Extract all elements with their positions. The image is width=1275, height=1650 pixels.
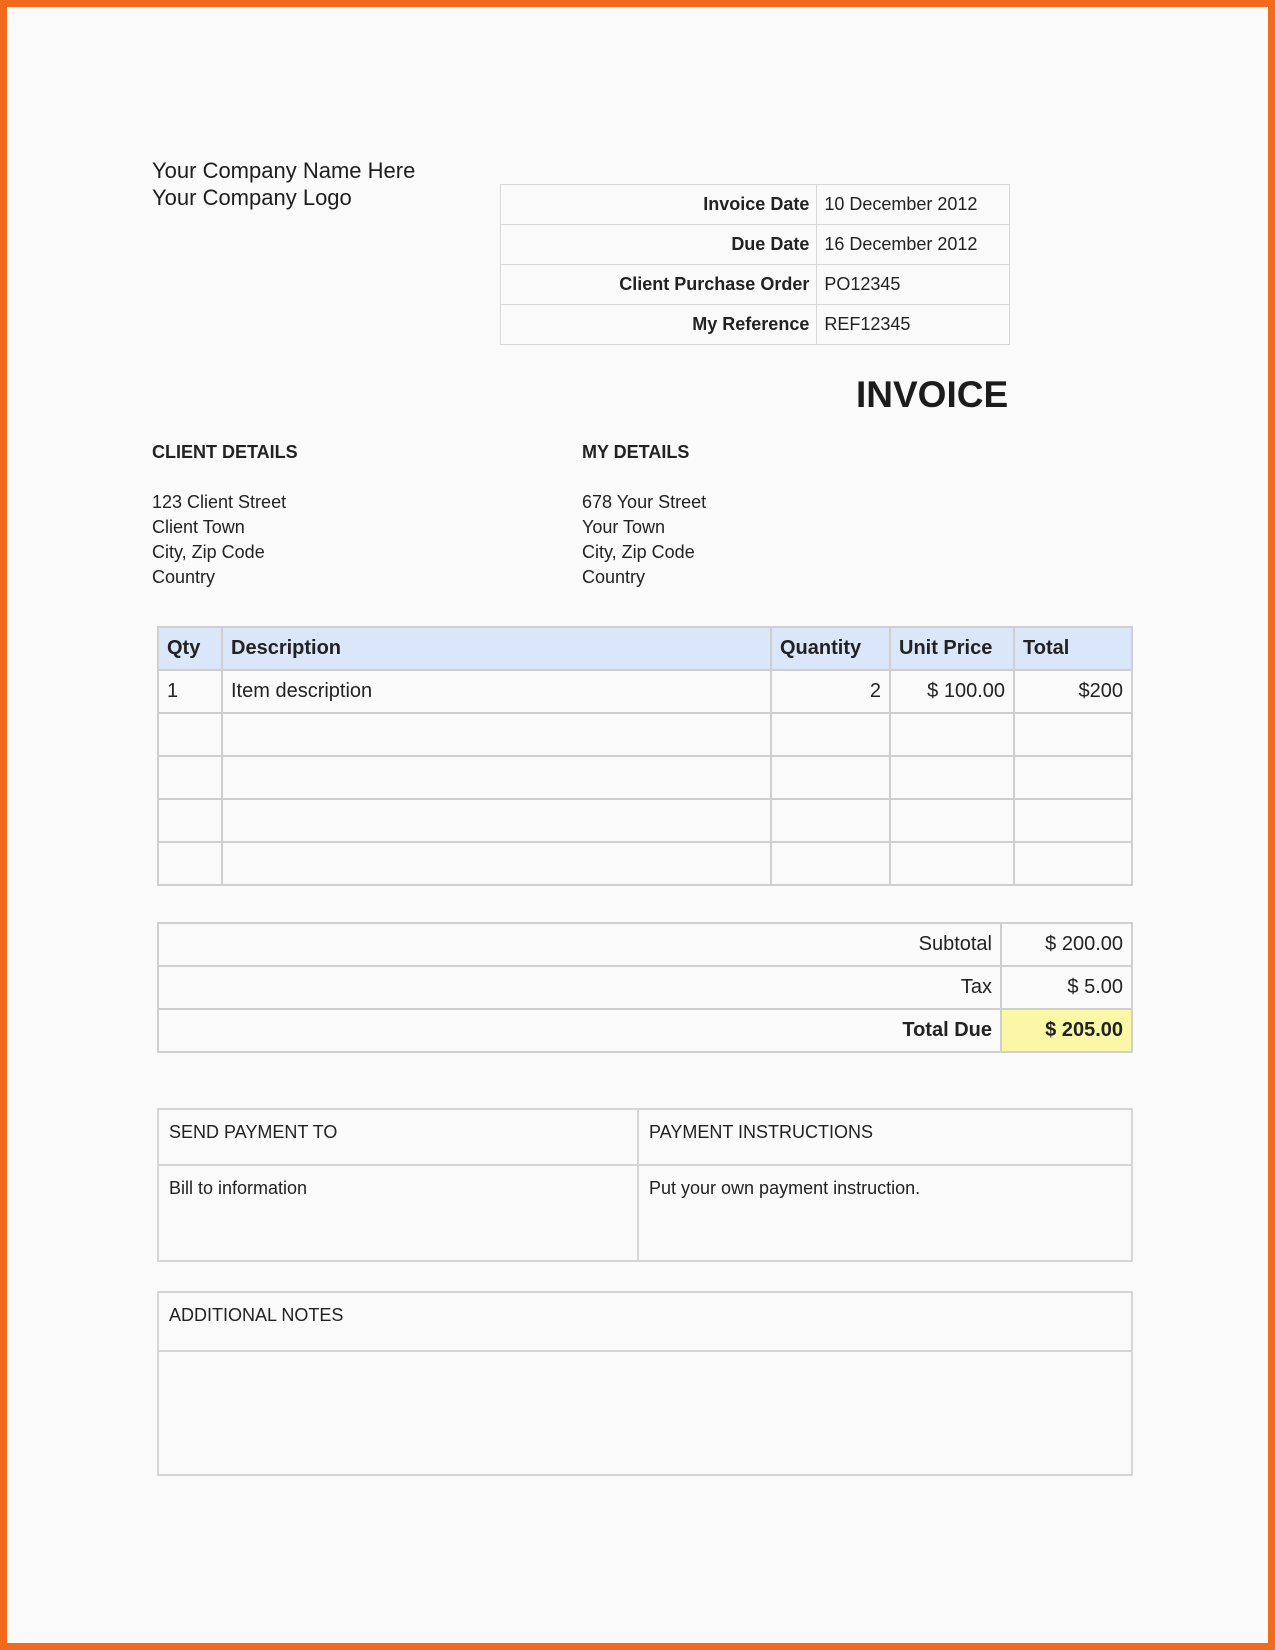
payment-table <box>157 1108 1133 1262</box>
meta-label: Invoice Date <box>501 185 817 225</box>
client-address-line: Client Town <box>152 517 245 537</box>
tax-row <box>158 966 1132 1009</box>
cell-description <box>222 799 771 842</box>
meta-value: PO12345 <box>817 265 1010 305</box>
notes-heading: ADDITIONAL NOTES <box>158 1292 1132 1351</box>
col-quantity-header: Quantity <box>771 627 890 670</box>
tax-label: Tax <box>158 966 1001 1009</box>
company-block <box>152 157 415 211</box>
subtotal-value: $ 200.00 <box>1001 923 1132 966</box>
cell-qty <box>158 842 222 885</box>
meta-label: Client Purchase Order <box>501 265 817 305</box>
meta-row <box>501 185 1010 225</box>
cell-description <box>222 756 771 799</box>
cell-qty <box>158 756 222 799</box>
table-row <box>158 670 1132 713</box>
notes-body-row <box>158 1351 1132 1475</box>
tax-value: $ 5.00 <box>1001 966 1132 1009</box>
client-address-line: Country <box>152 567 216 587</box>
cell-unit-price <box>890 756 1014 799</box>
payment-instructions-text: Put your own payment instruction. <box>638 1165 1132 1261</box>
meta-value: 10 December 2012 <box>817 185 1010 225</box>
cell-total <box>1014 842 1132 885</box>
meta-label: My Reference <box>501 305 817 345</box>
client-address-line: 123 Client Street <box>152 492 287 512</box>
company-name: Your Company Name Here <box>152 158 416 183</box>
notes-text <box>158 1351 1132 1475</box>
cell-description <box>222 842 771 885</box>
invoice-meta-table <box>500 184 1010 345</box>
payment-header-row <box>158 1109 1132 1165</box>
col-qty-header: Qty <box>158 627 222 670</box>
client-details-heading: CLIENT DETAILS <box>152 442 298 462</box>
cell-quantity <box>771 756 890 799</box>
meta-row <box>501 305 1010 345</box>
cell-qty <box>158 799 222 842</box>
cell-qty: 1 <box>158 670 222 713</box>
total-due-label: Total Due <box>158 1009 1001 1052</box>
col-unit-price-header: Unit Price <box>890 627 1014 670</box>
cell-quantity: 2 <box>771 670 890 713</box>
client-details <box>152 440 298 590</box>
meta-value: 16 December 2012 <box>817 225 1010 265</box>
table-row <box>158 799 1132 842</box>
my-details-heading: MY DETAILS <box>582 442 690 462</box>
my-address-line: City, Zip Code <box>582 542 695 562</box>
my-address-line: Country <box>582 567 646 587</box>
notes-table <box>157 1291 1133 1476</box>
table-row <box>158 842 1132 885</box>
my-address-line: 678 Your Street <box>582 492 707 512</box>
meta-value: REF12345 <box>817 305 1010 345</box>
cell-total <box>1014 799 1132 842</box>
cell-unit-price: $ 100.00 <box>890 670 1014 713</box>
my-details <box>582 440 706 590</box>
page-title: INVOICE <box>856 374 1009 415</box>
totals-table <box>157 922 1133 1053</box>
table-header-row <box>158 627 1132 670</box>
send-payment-heading: SEND PAYMENT TO <box>158 1109 638 1165</box>
line-items-table <box>157 626 1133 886</box>
cell-unit-price <box>890 842 1014 885</box>
cell-description <box>222 713 771 756</box>
cell-qty <box>158 713 222 756</box>
cell-quantity <box>771 799 890 842</box>
meta-row <box>501 265 1010 305</box>
cell-quantity <box>771 842 890 885</box>
notes-header-row <box>158 1292 1132 1351</box>
my-address-line: Your Town <box>582 517 666 537</box>
meta-label: Due Date <box>501 225 817 265</box>
cell-total <box>1014 713 1132 756</box>
table-row <box>158 713 1132 756</box>
total-due-row <box>158 1009 1132 1052</box>
col-total-header: Total <box>1014 627 1132 670</box>
meta-row <box>501 225 1010 265</box>
cell-total: $200 <box>1014 670 1132 713</box>
cell-quantity <box>771 713 890 756</box>
col-description-header: Description <box>222 627 771 670</box>
subtotal-label: Subtotal <box>158 923 1001 966</box>
cell-total <box>1014 756 1132 799</box>
client-address-line: City, Zip Code <box>152 542 265 562</box>
subtotal-row <box>158 923 1132 966</box>
company-logo: Your Company Logo <box>152 185 352 210</box>
payment-body-row <box>158 1165 1132 1261</box>
cell-unit-price <box>890 799 1014 842</box>
total-due-value: $ 205.00 <box>1001 1009 1132 1052</box>
send-payment-text: Bill to information <box>158 1165 638 1261</box>
cell-unit-price <box>890 713 1014 756</box>
payment-instructions-heading: PAYMENT INSTRUCTIONS <box>638 1109 1132 1165</box>
cell-description: Item description <box>222 670 771 713</box>
table-row <box>158 756 1132 799</box>
